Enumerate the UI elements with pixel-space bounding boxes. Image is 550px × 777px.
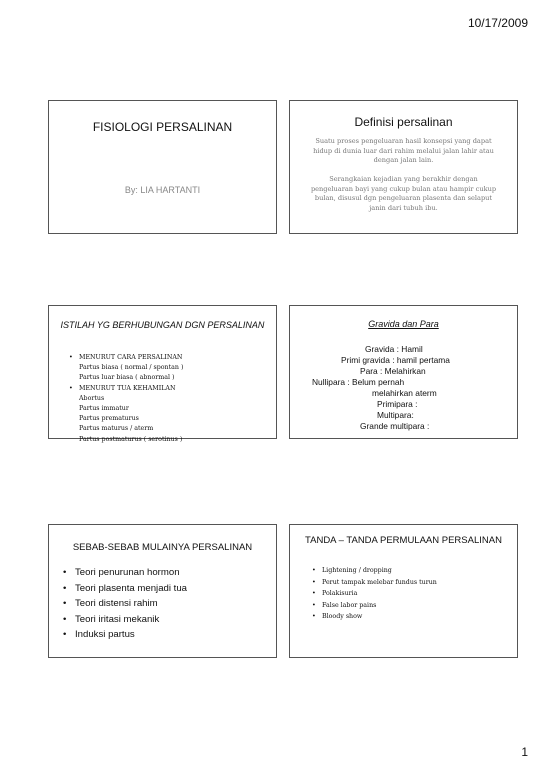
slide-3 (48, 305, 277, 443)
line-text: melahirkan aterm (372, 388, 437, 398)
list-item: Partus prematurus (79, 415, 139, 423)
line-text: Grande multipara : (360, 421, 430, 431)
definition-lines (290, 344, 519, 432)
slide-6 (289, 524, 518, 658)
list-item: • Perut tampak melebar fundus turun (312, 577, 437, 589)
bullet-heading: • MENURUT CARA PERSALINAN (69, 353, 183, 363)
slide-title: Definisi persalinan (354, 115, 453, 129)
line-text: Para : Melahirkan (360, 366, 426, 376)
line-text: Nullipara : Belum pernah (312, 377, 405, 387)
term-list (69, 353, 183, 445)
print-date: 10/17/2009 (467, 16, 528, 30)
list-item: Abortus (79, 394, 105, 402)
line-text: Gravida : Hamil (365, 344, 423, 354)
slide-1 (48, 100, 277, 234)
line-text: Primipara : (377, 399, 418, 409)
list-item: Partus biasa ( normal / spontan ) (79, 364, 184, 372)
list-item: • Polakisuria (312, 588, 437, 600)
slide-title: TANDA – TANDA PERMULAAN PERSALINAN (305, 535, 502, 546)
definition-paragraph-2: Serangkaian kejadian yang berakhir dengan pengeluaran bayi yang cukup bulan atau hampir cukup bulan, disusul dgn pengeluaran plasenta dan selaput janin dari tubuh ibu. (310, 175, 497, 212)
list-item: • Induksi partus (63, 627, 187, 643)
line-text: Primi gravida : hamil pertama (341, 355, 450, 365)
list-item: • Teori plasenta menjadi tua (63, 581, 187, 597)
list-item: Partus immatur (79, 405, 129, 413)
slide-title: FISIOLOGI PERSALINAN (92, 120, 233, 134)
bullet-heading: • MENURUT TUA KEHAMILAN (69, 384, 183, 394)
slide-4 (289, 305, 518, 439)
list-item: • False labor pains (312, 600, 437, 612)
slide-title: Gravida dan Para (368, 319, 439, 329)
list-item: Partus postmaturus ( serotinus ) (79, 435, 183, 443)
list-item: • Teori iritasi mekanik (63, 612, 187, 628)
page-number: 1 (521, 745, 528, 759)
slide-2 (289, 100, 518, 234)
sign-list (312, 565, 437, 623)
list-item: Partus luar biasa ( abnormal ) (79, 374, 175, 382)
list-item: • Teori penurunan hormon (63, 565, 187, 581)
slide-title: SEBAB-SEBAB MULAINYA PERSALINAN (72, 542, 253, 553)
list-item: Partus maturus / aterm (79, 425, 154, 433)
cause-list (63, 565, 187, 643)
definition-paragraph-1: Suatu proses pengeluaran hasil konsepsi yang dapat hidup di dunia luar dari rahim melalui jalan lahir atau dengan jalan lain. (313, 137, 494, 165)
slide-title: ISTILAH YG BERHUBUNGAN DGN PERSALINAN (60, 320, 265, 330)
list-item: • Teori distensi rahim (63, 596, 187, 612)
list-item: • Bloody show (312, 611, 437, 623)
line-text: Multipara: (377, 410, 414, 420)
list-item: • Lightening / dropping (312, 565, 437, 577)
slide-author: By: LIA HARTANTI (124, 185, 201, 195)
slide-5 (48, 524, 277, 658)
